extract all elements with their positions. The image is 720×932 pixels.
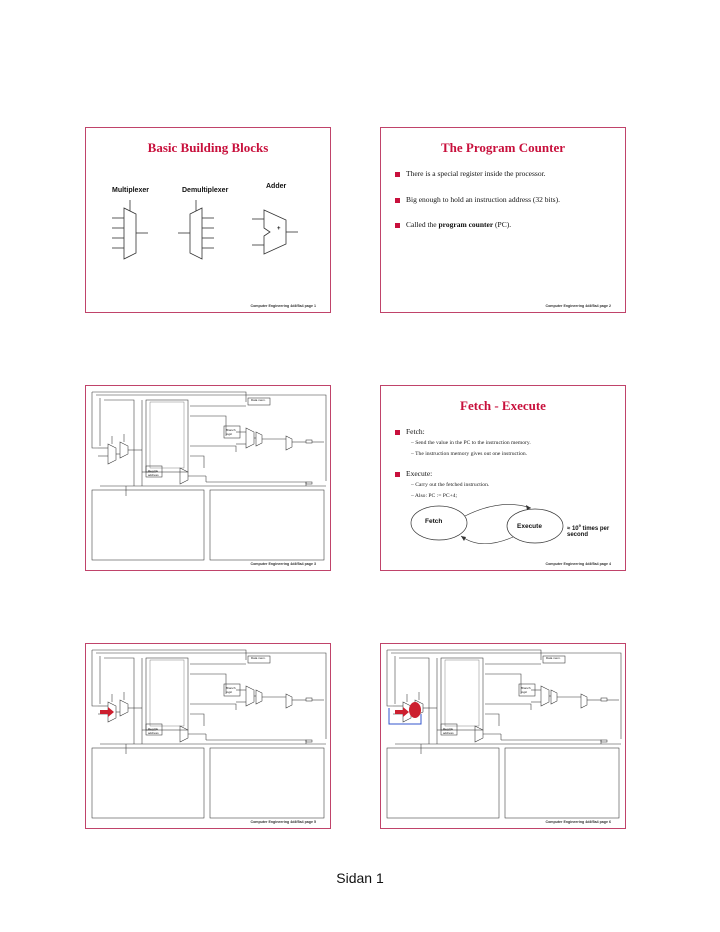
datapath-wires: [92, 650, 326, 818]
wire: [206, 482, 306, 486]
cycle-fetch-label: Fetch: [425, 518, 443, 525]
wire: [485, 704, 531, 710]
slide-footer: Computer Engineering 4d4f5a4 page 6: [545, 820, 611, 824]
mux-symbol: [286, 436, 292, 450]
wire: [190, 674, 226, 694]
bullet-item: There is a special register inside the processor.: [395, 169, 546, 178]
bullet-fetch: Fetch:: [395, 427, 425, 436]
pc-adder-symbol: [120, 442, 128, 458]
wire: [501, 740, 601, 744]
slide-footer: Computer Engineering 4d4f5a4 page 4: [545, 562, 611, 566]
adder-label: Adder: [266, 183, 287, 190]
fetch-sub-item: – Send the value in the PC to the instruction memory.: [411, 440, 531, 446]
slide-datapath-1: [85, 385, 331, 571]
mux-symbol: [286, 694, 292, 708]
highlighted-pc-register: [409, 702, 421, 718]
execute-sub-item: – Also: PC := PC+4;: [411, 493, 458, 499]
slide-title: Basic Building Blocks: [147, 140, 269, 155]
slide-title: The Program Counter: [441, 140, 565, 155]
output-register: [601, 740, 607, 742]
data-memory-label: Data mem.: [251, 656, 266, 660]
cycle-execute-label: Execute: [517, 523, 542, 530]
mux-symbol: [551, 690, 557, 704]
pc-mux-symbol: [108, 444, 116, 464]
branch-logic-label: Branch logic: [226, 428, 236, 436]
text-panel: [92, 748, 204, 818]
multiplexer-symbol: [112, 200, 148, 259]
fetch-sub-item: – The instruction memory gives out one instruction.: [411, 451, 528, 457]
wire: [387, 650, 541, 660]
wire: [399, 658, 429, 744]
instruction-memory-box: [441, 658, 483, 730]
adder-symbol: [252, 210, 298, 254]
data-memory-label: Data mem.: [251, 398, 266, 402]
instruction-memory-inner: [445, 660, 479, 726]
slide-title: Fetch - Execute: [460, 398, 546, 413]
wire: [387, 650, 393, 706]
datapath-diagram: [86, 386, 332, 572]
fetch-execute-cycle-diagram: [381, 386, 627, 572]
wire: [190, 416, 226, 436]
wire: [104, 400, 134, 486]
wire: [104, 658, 134, 744]
bullet-execute: Execute:: [395, 469, 432, 478]
wire: [92, 650, 246, 660]
wire: [96, 653, 326, 739]
wire: [206, 740, 306, 744]
instruction-memory-inner: [150, 402, 184, 468]
building-block-diagrams: [86, 128, 332, 314]
adder-symbol: [180, 468, 188, 484]
adder-symbol: [180, 726, 188, 742]
adder-plus-sign: +: [277, 226, 281, 232]
wire: [92, 392, 246, 402]
demultiplexer-label: Demultiplexer: [182, 187, 229, 194]
multiplexer-label: Multiplexer: [112, 187, 149, 194]
alu-symbol: [541, 686, 549, 706]
reg-file-label: Reg.file address: [148, 727, 159, 735]
output-register: [306, 482, 312, 484]
instruction-memory-box: [146, 658, 188, 730]
pc-adder-symbol: [120, 700, 128, 716]
text-panel: [387, 748, 499, 818]
reg-file-label: Reg.file address: [148, 469, 159, 477]
text-panel: [92, 490, 204, 560]
slide-datapath-2: [85, 643, 331, 829]
bullet-item: Big enough to hold an instruction address (32 bits).: [395, 195, 560, 204]
adder-symbol: [475, 726, 483, 742]
datapath-wires: [387, 650, 621, 818]
demultiplexer-symbol: [178, 200, 214, 259]
datapath-diagram: [381, 644, 627, 830]
mux-symbol: [256, 690, 262, 704]
alu-symbol: [246, 686, 254, 706]
highlight-arrow-icon: [395, 707, 409, 717]
slide-footer: Computer Engineering 4d4f5a4 page 1: [250, 304, 316, 308]
wire: [92, 650, 98, 706]
slide-footer: Computer Engineering 4d4f5a4 page 3: [250, 562, 316, 566]
wire: [391, 653, 621, 739]
instruction-memory-inner: [150, 660, 184, 726]
output-register: [306, 440, 312, 443]
instruction-memory-box: [146, 400, 188, 472]
slide-basic-building-blocks: [85, 127, 331, 313]
slide-fetch-execute: [380, 385, 626, 571]
text-panel: [505, 748, 619, 818]
bullet-square-icon: [395, 198, 400, 203]
wire: [190, 704, 236, 710]
output-register: [306, 698, 312, 701]
output-register: [306, 740, 312, 742]
mux-symbol: [256, 432, 262, 446]
branch-logic-label: Branch logic: [521, 686, 531, 694]
wire: [92, 392, 98, 448]
wire: [190, 456, 204, 468]
highlight-arrow-icon: [100, 707, 114, 717]
bullet-square-icon: [395, 172, 400, 177]
slide-footer: Computer Engineering 4d4f5a4 page 5: [250, 820, 316, 824]
wire: [190, 446, 236, 452]
slide-program-counter: [380, 127, 626, 313]
bullet-item: Called the program counter (PC).: [395, 220, 511, 229]
wire: [96, 395, 326, 481]
text-panel: [210, 748, 324, 818]
page-label: Sidan 1: [336, 870, 384, 886]
datapath-wires: [92, 392, 326, 560]
data-memory-label: Data mem.: [546, 656, 561, 660]
execute-sub-item: – Carry out the fetched instruction.: [411, 482, 490, 488]
output-register: [601, 698, 607, 701]
execution-rate-text: ≈ $10^9$ times per second: [567, 523, 610, 538]
datapath-diagram: [86, 644, 332, 830]
slide-footer: Computer Engineering 4d4f5a4 page 2: [545, 304, 611, 308]
slide-datapath-3: [380, 643, 626, 829]
wire: [190, 714, 204, 726]
reg-file-label: Reg.file address: [443, 727, 454, 735]
wire: [485, 714, 499, 726]
wire: [485, 674, 521, 694]
mux-symbol: [581, 694, 587, 708]
branch-logic-label: Branch logic: [226, 686, 236, 694]
alu-symbol: [246, 428, 254, 448]
text-panel: [210, 490, 324, 560]
bullet-square-icon: [395, 223, 400, 228]
